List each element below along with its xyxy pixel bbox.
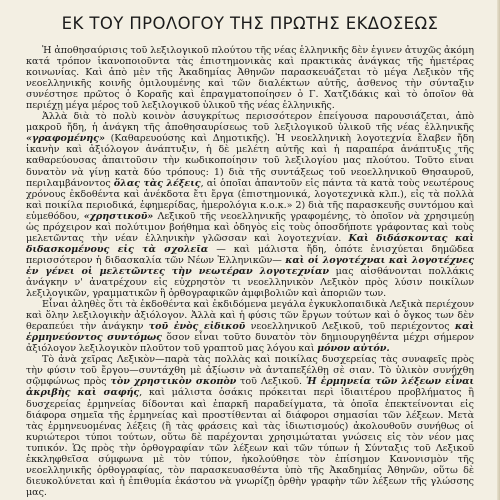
emphasized-text: «γραφομένης»: [26, 133, 105, 145]
emphasized-text: τοῦ ἐνὸς εἰδικοῦ: [148, 321, 246, 333]
paragraph-text: νεοελληνικοῦ Λεξικοῦ, τοῦ περιέχοντος: [245, 321, 455, 333]
emphasized-text: καὶ ἑρμηνεύοντος συντόμως: [26, 321, 474, 344]
paragraph-text: — καὶ μάλιστα ἤδη, ὁπότε ἐνισχύεται δημῶδεα περισσότερον ἡ διδασκαλία τῶν Νέων Ἑλληνικῶν—: [26, 243, 474, 266]
paragraph: [26, 299, 474, 354]
emphasized-text: ὅλας τὰς λέξεις: [113, 177, 201, 189]
emphasized-text: Καὶ διδάσκοντας καὶ διδασκομένους εἰς τὰ σχολεῖα: [26, 232, 475, 255]
paragraph: [26, 354, 474, 498]
paragraph-text: Ἡ ἀποθησαύρισις τοῦ λεξιλογικοῦ πλούτου τῆς νέας ἑλληνικῆς δὲν ἐγινεν ἀτυχῶς ἀκόμη κατά τρόπον ἱκανοποιοῦντα τὰς ἐπιστημονικὰς καὶ πρακτικὰς ἀνάγκας τῆς ἡμετέρας κοινωνίας. Καὶ ἀπὸ μὲν τῆς Ἀκαδημίας Ἀθηνῶν παρασκευάζεται τὸ μέγα Λεξικὸν τῆς νεοελληνικῆς κοινῆς ὁμιλουμένης καὶ τῶν διαλέκτων αὐτῆς, ἀσθενος τὴν σύνταξιν συνέστησε πρῶτος ὁ Κοραῆς καὶ ἐπραγματοποίησεν ὁ Γ. Χατζιδάκις καὶ τὸ ὁποῖον θὰ περιέχῃ μέγα μέρος τοῦ λεξιλογικοῦ ὑλικοῦ τῆς νέας ἑλληνικῆς.: [26, 45, 474, 112]
paragraph-text: μας αἰσθάνονται πολλάκις ἀνάγκην ν' ἀνατρέχουν εἰς εὐχρηστὸν τι νεοελληνικὸν Λεξικὸν πρὸς λύσιν ποικίλων λεξιλογικῶν, γραμματικῶν ἢ ὀρθογραφικῶν ἀμφιβολιῶν καὶ ἀποριῶν των.: [26, 265, 475, 300]
paragraph-text: Ἀλλὰ διὰ τὸ πολὺ κοινὸν ἀσυγκρίτως περισσότερον ἐπείγουσα παρουσιάζεται, ἀπὸ μακροῦ ἤδη, ἡ ἀνάγκη τῆς ἀποθησαυρίσεως τοῦ λεξιλογικοῦ ὑλικοῦ τῆς νέας ἑλληνικῆς: [26, 111, 474, 134]
paragraph-text: ὅσον εἶναι τοῦτο δυνατὸν τὸν δημιουργηθέντα μέχρι σήμερον ἀξιόλογον λεξιλογικὸν πλοῦτον τοῦ γραπτοῦ μας λόγου καὶ: [26, 332, 474, 355]
paragraph: [26, 45, 474, 111]
paragraph-text: τοῦ Λεξικοῦ.: [236, 376, 306, 388]
emphasized-text: «χρηστικοῦ»: [83, 210, 154, 222]
paragraph-text: Εἶναι ἀληθὲς ὅτι τὰ ἐκδοθέντα καὶ ἐκδιδόμενα μεγάλα ἐγκυκλοπαιδικὰ Λεξικὰ περιέχουν καὶ ὅλην λεξιλογικὴν ἀξιόλογον. Ἀλλὰ καὶ ἡ φύσις τῶν ἔργων τούτων καὶ ὁ ὄγκος των δὲν θεραπεύει τὴν ἀνάγκην: [26, 299, 474, 333]
paragraph-text: Τὸ ἀνὰ χεῖρας Λεξικὸν—παρὰ τὰς πολλὰς καὶ ποικίλας δυσχερείας τὰς συναφεῖς πρὸς τὴν φύσιν τοῦ ἔργου—συντάχθη μὲ ἀξίωσιν νὰ ἀνταπεξέλθῃ σὲ σιαν. Τὸ ὑλικὸν συνήχθη σῷμφώνως πρὸς: [26, 354, 474, 388]
paragraph-text: (Καθαρευούσης καὶ Δημοτικῆς). Ἡ νεοελληνικὴ λογοτεχνία ἔλαβεν ἤδη ἱκανὴν καὶ ἀξιόλογον ἀνάπτυξιν, ἡ δὲ μελέτη αὐτῆς καὶ ἡ παραπέρα ἀνάπτυξις τῆς καθαρεύουσας ἀπαιτοῦσιν τὴν κωδικοποίησιν τοῦ λεξιλογίου μας πλούτου. Τοῦτο εἶναι δυνατὸν νὰ γίνῃ κατὰ δύο τρόπους: 1) διὰ τῆς συντάξεως τοῦ νεοελληνικοῦ Θησαυροῦ, περιλαμβάνοντος: [26, 133, 474, 189]
paragraph-text: , καὶ μάλιστα ὁσάκις πρόκειται περὶ ἰδιαιτέρου προβλήματος ἢ δυσχερείας ἑρμηνείας δίδονται καὶ ἐπαρκῆ παραδείγματα, τὰ ὁποῖα ἐπεκτείνονται εἰς διάφορα σημεῖα τῆς ἑρμηνείας καὶ προστίθενται αἱ διάφοροι σημασίαι τῶν λέξεων. Μετὰ τὰς ἑρμηνευομένας λέξεις (ἢ τὰς φράσεις καὶ τὰς ἰδιωτισμούς) ἀκολουθοῦν συνήθως οἱ κυριώτεροι τύποι τούτων, οὕτω δὲ παρέχονται χρησιμώταται γνώσεις εἰς τὸν νέον μας τυπικόν. Ὡς πρὸς τὴν ὀρθογραφίαν τῶν λέξεων καὶ τῶν τύπων ἡ Σύνταξις τοῦ Λεξικοῦ ἐκκληφθεῖσα σύμφωνα μὲ τὸν τύπον, ἠκολούθησε τὸν ἐπίσημον Κανονισμὸν τῆς νεοελληνικῆς ὀρθογραφίας, τὸν παρασκευασθέντα ὑπὸ τῆς Ἀκαδημίας Ἀθηνῶν, οὕτω δὲ διευκολύνεται καὶ ἡ ἐπιθυμία ἐκάστου νὰ γνωρίζῃ ὀρθὴν γραφὴν τῶν λέξεων τῆς γλώσσης μας.: [26, 387, 474, 498]
emphasized-text: Ἡ ἑρμηνεία τῶν λέξεων εἶναι ἀκριβὴς καὶ σαφής: [26, 376, 475, 399]
paragraph-text: , αἱ ὁποῖαι ἀπαντοῦν εἰς πάντα τὰ κατὰ τοὺς νεωτέρους χρόνους ἐκδοθέντα καὶ ἀνέκδοτα ἔτι ἔργα (ἐπιστημονικά, λογοτεχνικὰ κλπ.), εἰς τὰ πολλὰ καὶ ποικίλα περιοδικά, ἐφημερίδας, ἡμερολόγια κ.ο.κ.» 2) διὰ τῆς παρασκευῆς συντόμου καὶ εὐμεθόδου,: [26, 177, 474, 222]
emphasized-text: μόνον αὐτόν.: [317, 343, 390, 355]
paragraph: [26, 111, 474, 299]
body-text: [26, 45, 474, 498]
paragraph-text: Λεξικοῦ τῆς νεοελληνικῆς γραφομένης, τὸ ὁποῖον νὰ χρησιμεύῃ ὡς πρόχειρον καὶ πολύτιμον βοήθημα καὶ ὁδηγὸς εἰς τοὺς ὁποσδήποτε γράφοντας καὶ τοὺς μελετῶντας τὴν νέαν ἑλληνικὴν γλῶσσαν καὶ λογοτεχνίαν.: [26, 210, 474, 244]
emphasized-text: τὸν χρηστικὸν σκοπὸν: [110, 376, 237, 388]
emphasized-text: καὶ οἱ λογοτέχναι καὶ λογοτέχνες ἐν γένει οἱ μελετῶντες τὴν νεωτέραν λογοτεχνίαν: [26, 254, 474, 277]
page-title: ΕΚ ΤΟΥ ΠΡΟΛΟΓΟΥ ΤΗΣ ΠΡΩΤΗΣ ΕΚΔΟΣΕΩΣ: [61, 14, 439, 33]
